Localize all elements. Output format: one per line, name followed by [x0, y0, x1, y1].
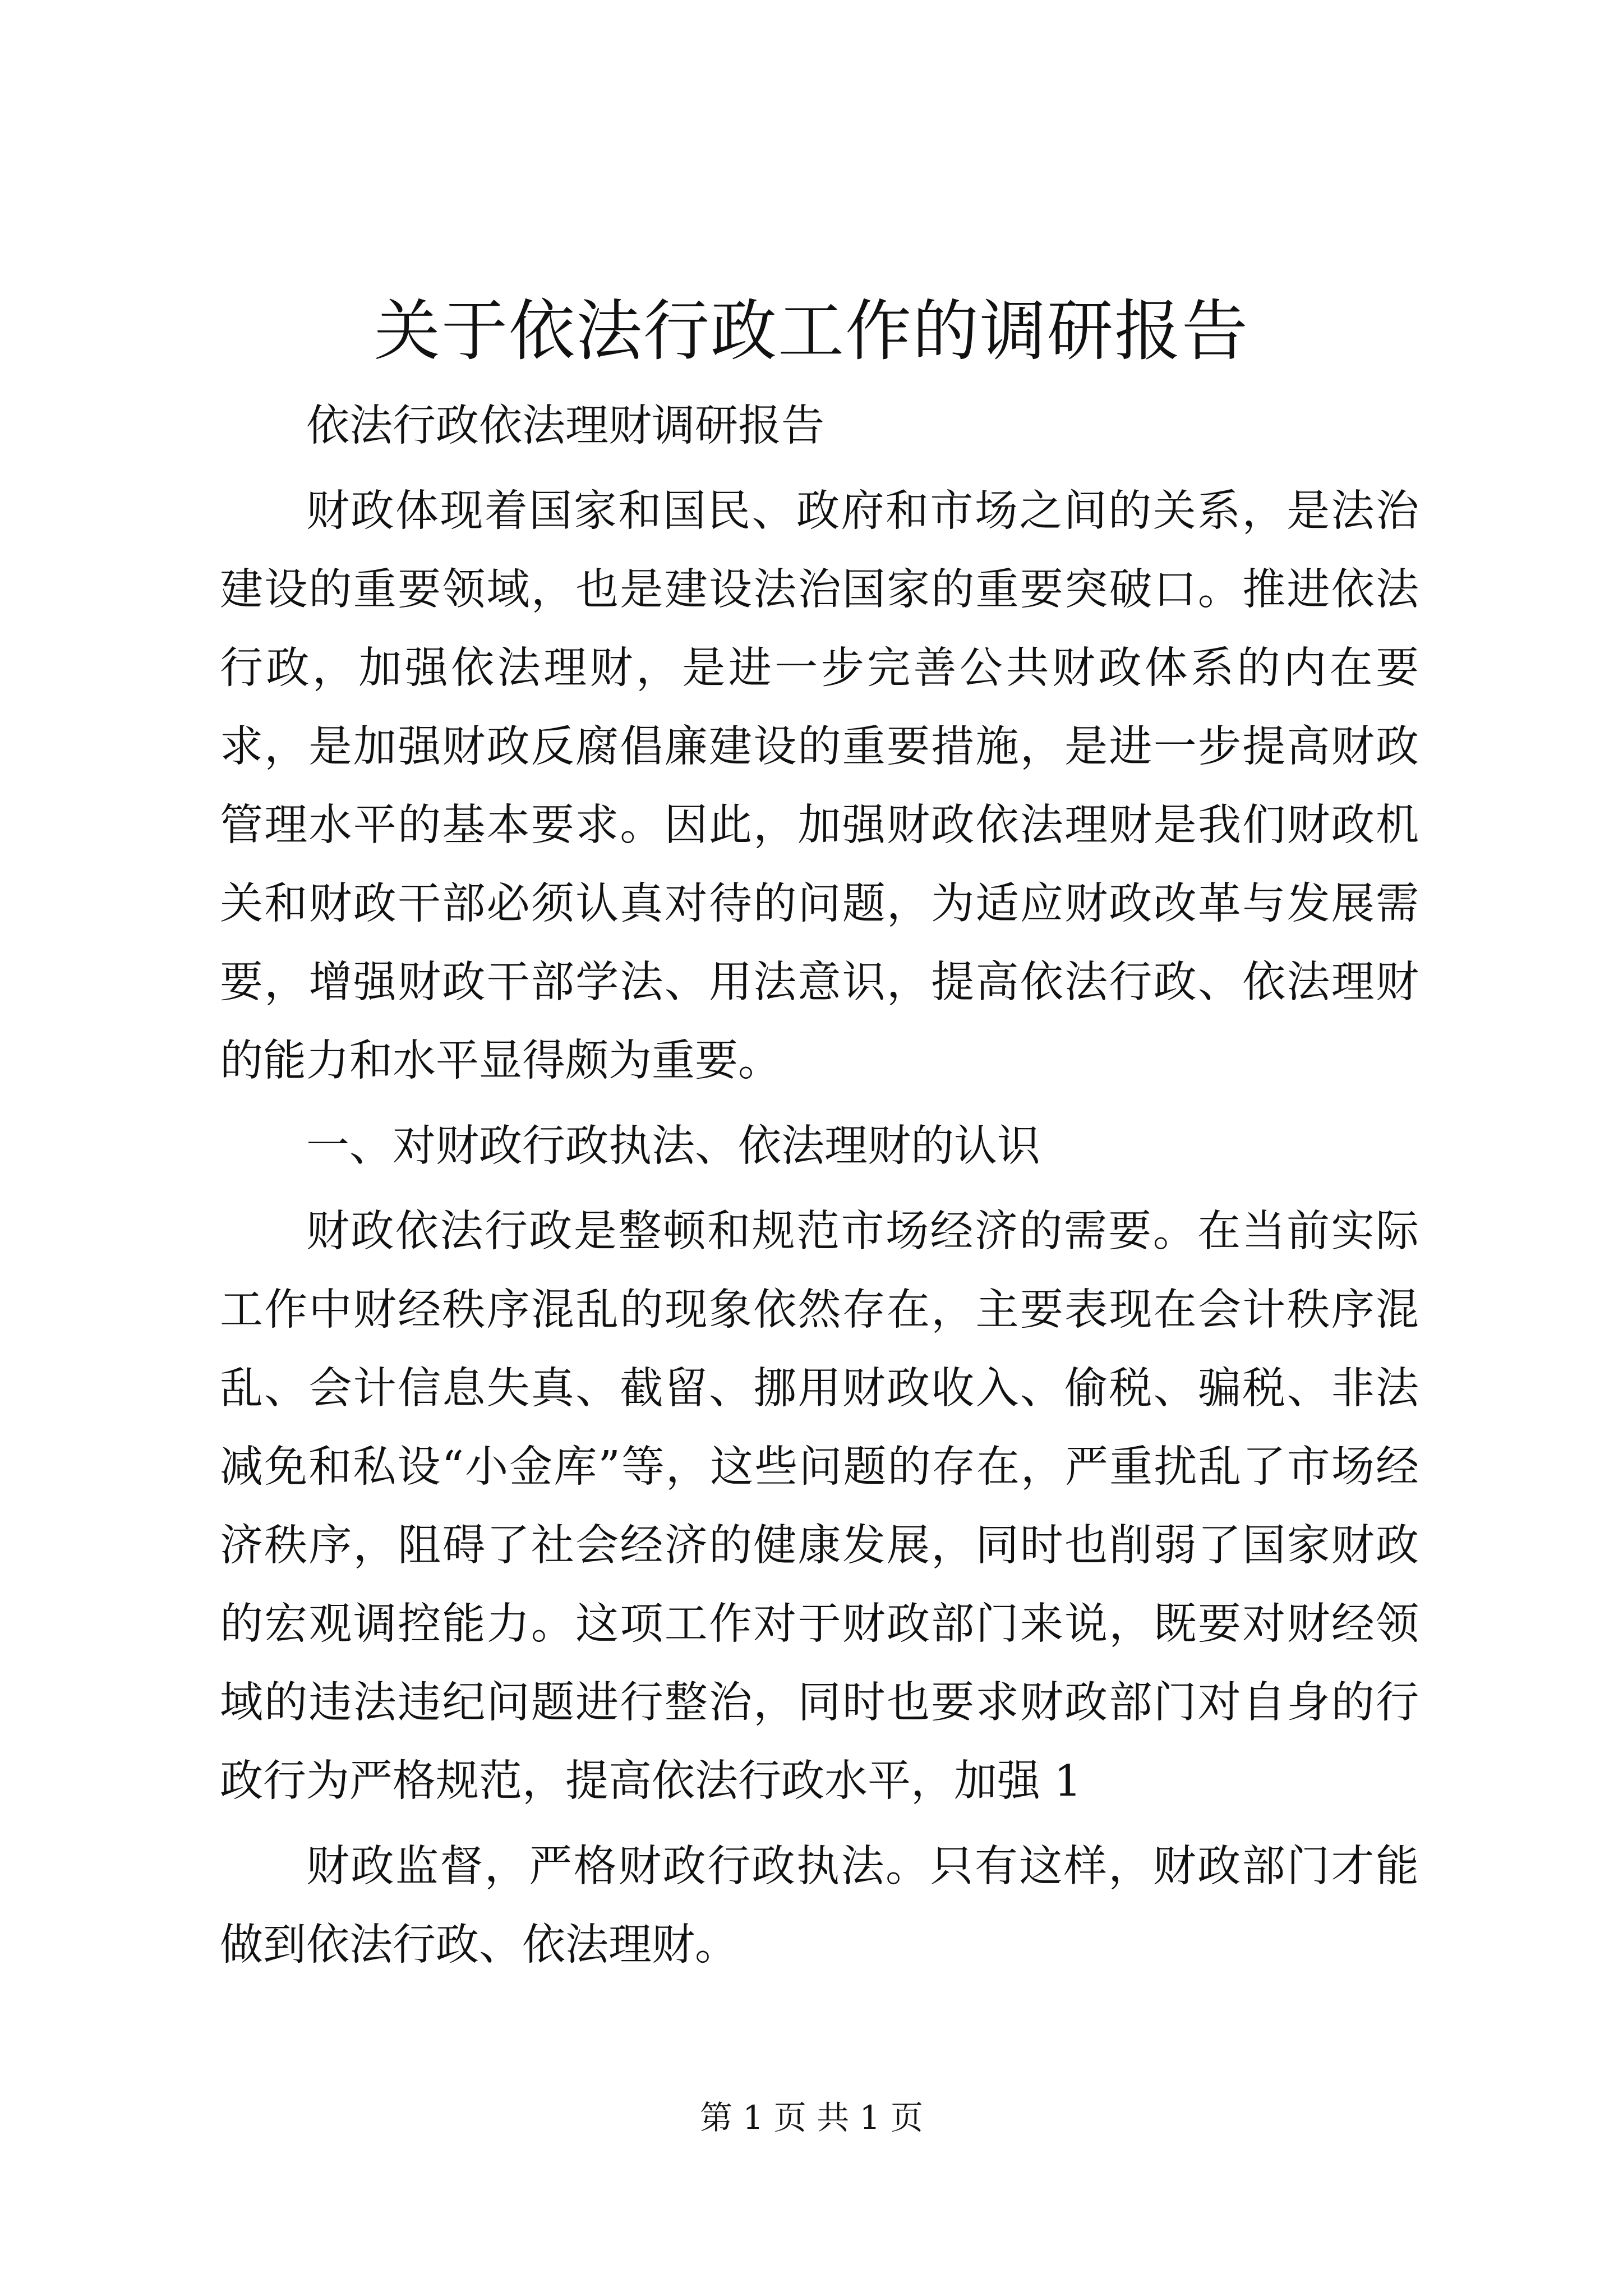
- intro-paragraph: 财政体现着国家和国民、政府和市场之间的关系，是法治建设的重要领域，也是建设法治国家的重要突破口。推进依法行政，加强依法理财，是进一步完善公共财政体系的内在要求，是加强财政反腐倡廉建设的重要措施，是进一步提高财政管理水平的基本要求。因此，加强财政依法理财是我们财政机关和财政干部必须认真对待的问题，为适应财政改革与发展需要，增强财政干部学法、用法意识，提高依法行政、依法理财的能力和水平显得颇为重要。: [220, 486, 1419, 1086]
- page-footer: 第 1 页 共 1 页: [700, 2099, 923, 2137]
- document-body: [220, 387, 1419, 1985]
- section-heading: 一、对财政行政执法、依法理财的认识: [306, 1121, 1040, 1171]
- subtitle-paragraph: 依法行政依法理财调研报告: [306, 401, 824, 451]
- document-title: 关于依法行政工作的调研报告: [374, 292, 1249, 370]
- body-paragraph: 财政依法行政是整顿和规范市场经济的需要。在当前实际工作中财经秩序混乱的现象依然存在，主要表现在会计秩序混乱、会计信息失真、截留、挪用财政收入、偷税、骗税、非法减免和私设“小金库”等，这些问题的存在，严重扰乱了市场经济秩序，阻碍了社会经济的健康发展，同时也削弱了国家财政的宏观调控能力。这项工作对于财政部门来说，既要对财经领域的违法违纪问题进行整治，同时也要求财政部门对自身的行政行为严格规范，提高依法行政水平，加强 1: [220, 1207, 1419, 1806]
- closing-paragraph: 财政监督，严格财政行政执法。只有这样，财政部门才能做到依法行政、依法理财。: [220, 1842, 1419, 1970]
